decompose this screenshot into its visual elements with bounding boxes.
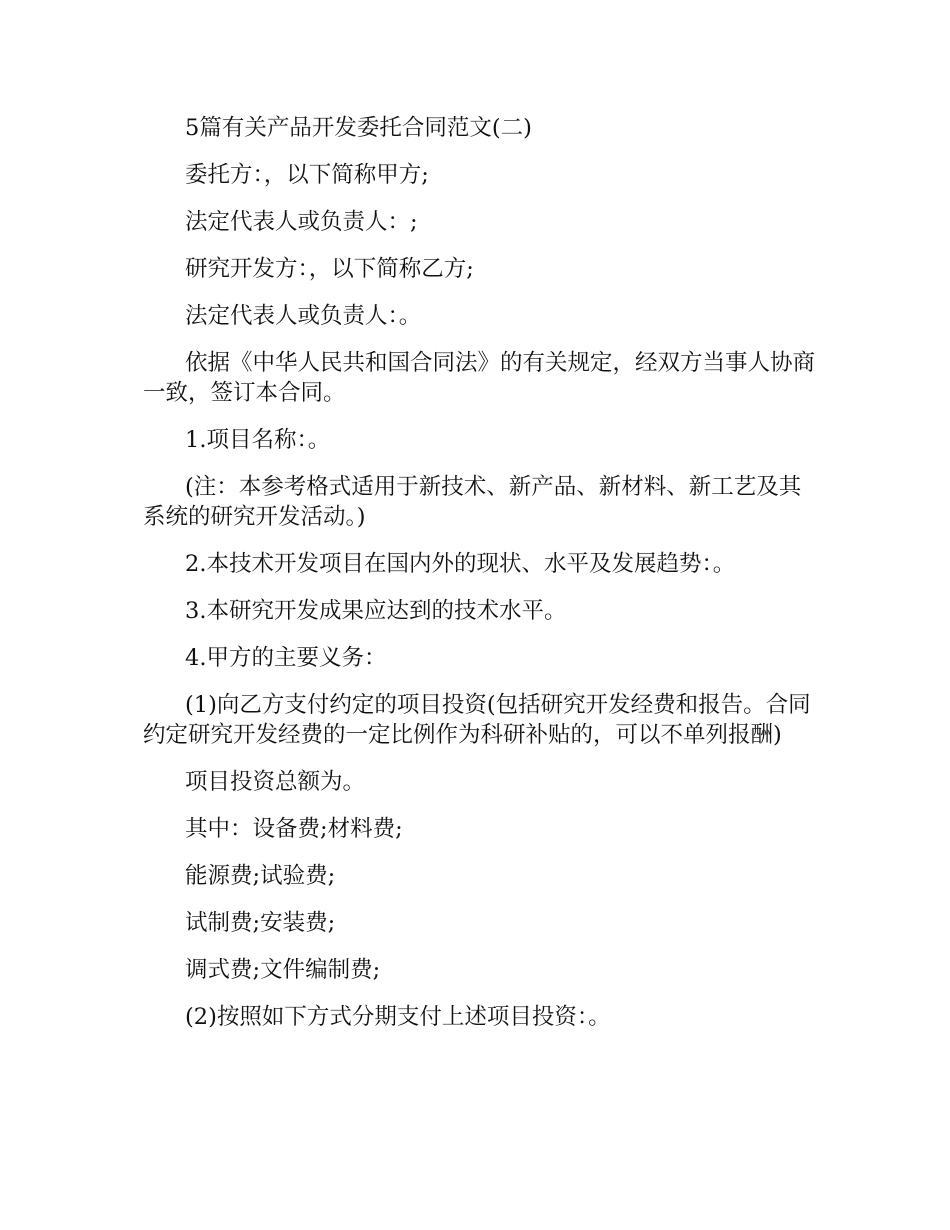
document-title: 5篇有关产品开发委托合同范文(二) xyxy=(185,115,532,141)
cost-line-equipment-materials: 其中：设备费;材料费; xyxy=(185,816,403,842)
installment-payment-clause: (2)按照如下方式分期支付上述项目投资：。 xyxy=(185,1004,611,1030)
technical-level-clause: 3.本研究开发成果应达到的技术水平。 xyxy=(185,598,567,624)
document-body xyxy=(143,113,823,1049)
client-obligations-heading: 4.甲方的主要义务： xyxy=(185,645,387,671)
cost-line-trial-installation: 试制费;安装费; xyxy=(185,910,336,936)
total-investment-line: 项目投资总额为。 xyxy=(185,769,366,795)
payment-obligation-paragraph: (1)向乙方支付约定的项目投资(包括研究开发经费和报告。合同约定研究开发经费的一定比例作为科研补贴的，可以不单列报酬) xyxy=(143,692,811,748)
cost-line-debugging-documentation: 调式费;文件编制费; xyxy=(185,957,381,983)
client-party-line: 委托方：，以下简称甲方; xyxy=(185,162,429,188)
developer-representative-line: 法定代表人或负责人：。 xyxy=(185,303,422,329)
developer-party-line: 研究开发方：，以下简称乙方; xyxy=(185,256,474,282)
status-trends-clause: 2.本技术开发项目在国内外的现状、水平及发展趋势：。 xyxy=(185,551,736,577)
legal-basis-paragraph: 依据《中华人民共和国合同法》的有关规定，经双方当事人协商一致，签订本合同。 xyxy=(143,350,816,406)
project-name-clause: 1.项目名称：。 xyxy=(185,427,331,453)
cost-line-energy-testing: 能源费;试验费; xyxy=(185,863,336,889)
client-representative-line: 法定代表人或负责人：; xyxy=(185,209,418,235)
scope-note-paragraph: (注：本参考格式适用于新技术、新产品、新材料、新工艺及其系统的研究开发活动。) xyxy=(143,474,802,530)
